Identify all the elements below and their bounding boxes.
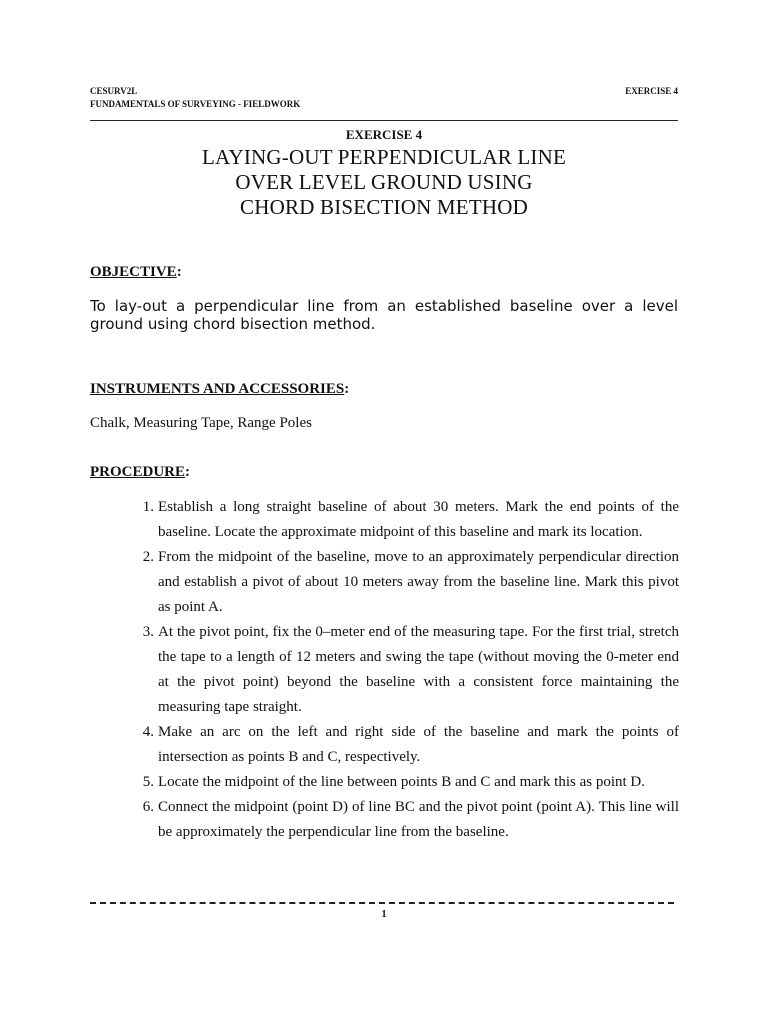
procedure-step <box>142 495 679 545</box>
procedure-step <box>142 620 679 720</box>
footer-divider <box>90 902 674 904</box>
procedure-heading-colon: : <box>185 464 191 480</box>
step-number: 6. <box>142 799 154 815</box>
step-text: From the midpoint of the baseline, move to an approximately perpendicular direction and establish a pivot of about 10 meters away from the baseline line. Mark this pivot as point A. <box>158 549 679 615</box>
procedure-step <box>142 795 679 845</box>
title-line-2: OVER LEVEL GROUND USING <box>235 170 533 194</box>
step-number: 2. <box>142 549 154 565</box>
procedure-heading-text: PROCEDURE <box>90 464 186 480</box>
procedure-step <box>142 720 679 770</box>
step-number: 1. <box>142 499 154 515</box>
objective-heading <box>90 264 182 281</box>
header-divider <box>90 120 678 121</box>
step-text: Connect the midpoint (point D) of line BC and the pivot point (point A). This line will be approximately the perpendicular line from the baseline. <box>158 799 679 840</box>
exercise-label: EXERCISE 4 <box>345 127 423 142</box>
course-title: FUNDAMENTALS OF SURVEYING - FIELDWORK <box>90 99 301 109</box>
step-number: 4. <box>142 724 154 740</box>
step-text: Locate the midpoint of the line between points B and C and mark this as point D. <box>158 774 645 790</box>
procedure-list <box>142 495 679 845</box>
page-number: 1 <box>381 909 387 920</box>
page-title <box>90 145 678 220</box>
objective-heading-text: OBJECTIVE <box>90 264 177 280</box>
procedure-heading <box>90 464 190 481</box>
exercise-tag: EXERCISE 4 <box>625 86 678 96</box>
course-code: CESURV2L <box>90 86 138 96</box>
step-number: 5. <box>142 774 154 790</box>
procedure-step <box>142 770 679 795</box>
step-text: Make an arc on the left and right side of the baseline and mark the points of intersection as points B and C, respectively. <box>158 724 679 765</box>
objective-text: To lay-out a perpendicular line from an established baseline over a level ground using chord bisection method. <box>90 297 678 333</box>
document-page <box>90 0 678 1024</box>
instruments-text: Chalk, Measuring Tape, Range Poles <box>90 415 312 431</box>
objective-heading-colon: : <box>176 264 182 280</box>
instruments-heading-colon: : <box>344 381 350 397</box>
title-line-1: LAYING-OUT PERPENDICULAR LINE <box>202 145 566 169</box>
step-text: Establish a long straight baseline of about 30 meters. Mark the end points of the baseline. Locate the approximate midpoint of this baseline and mark its location. <box>158 499 679 540</box>
step-text: At the pivot point, fix the 0–meter end of the measuring tape. For the first trial, stretch the tape to a length of 12 meters and swing the tape (without moving the 0-meter end at the pivot point) beyond the baseline with a consistent force maintaining the measuring tape straight. <box>158 624 679 715</box>
title-line-3: CHORD BISECTION METHOD <box>240 195 528 219</box>
instruments-heading-text: INSTRUMENTS AND ACCESSORIES <box>90 381 345 397</box>
procedure-step <box>142 545 679 620</box>
instruments-heading <box>90 381 349 398</box>
step-number: 3. <box>142 624 154 640</box>
